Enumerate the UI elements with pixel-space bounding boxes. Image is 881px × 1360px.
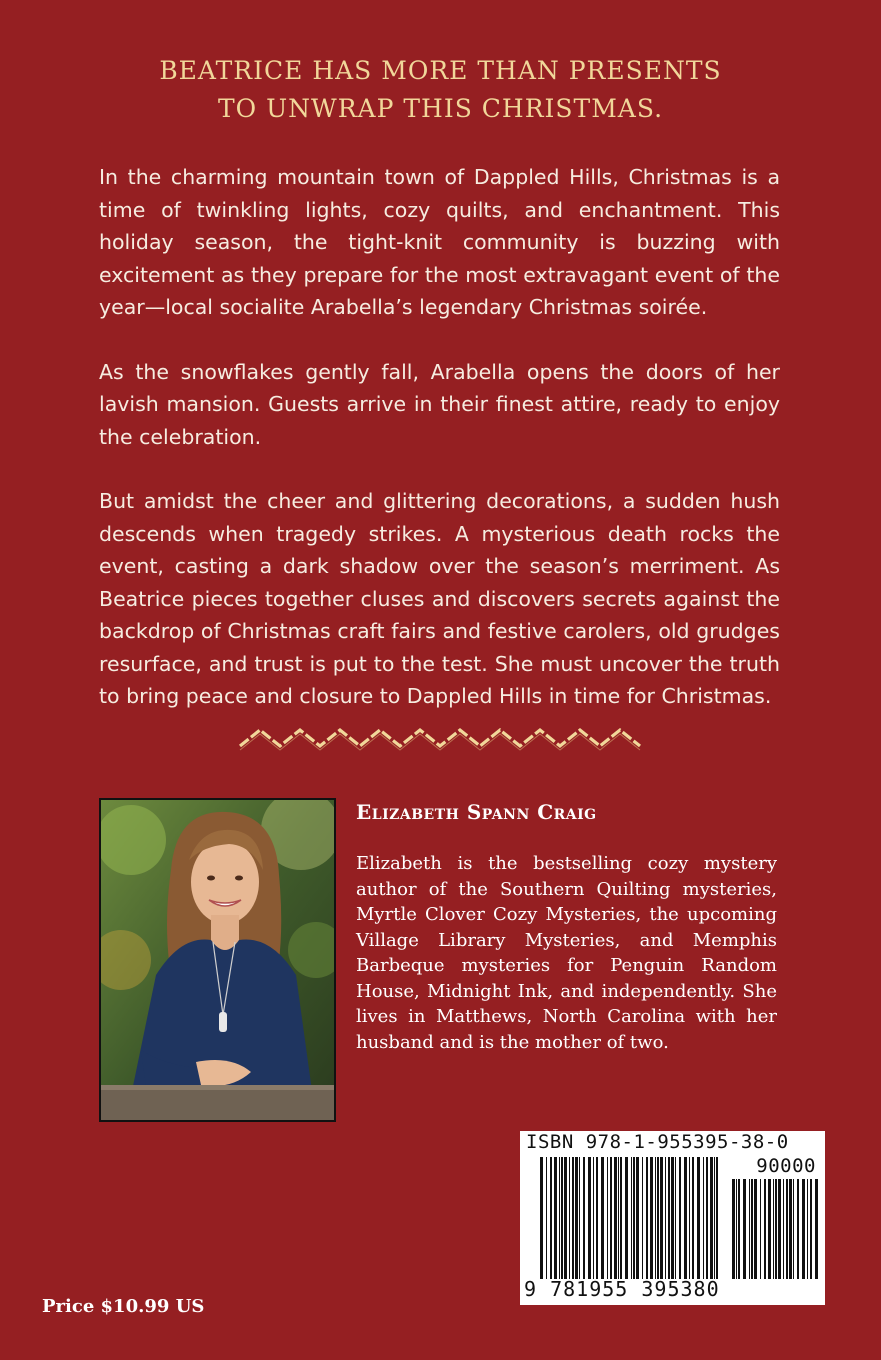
barcode-bar [559,1157,560,1279]
barcode-bar [783,1179,784,1279]
zigzag-divider-ornament [238,726,642,756]
barcode-bar [716,1157,718,1279]
barcode-bar [706,1157,708,1279]
barcode-bar [773,1179,774,1279]
barcode-bar [657,1157,659,1279]
barcode-bar [802,1179,805,1279]
barcode-bar [625,1157,628,1279]
barcode-digits: 9 781955 395380 [524,1277,720,1301]
barcode-bar [620,1157,622,1279]
barcode-bar [601,1157,604,1279]
barcode-bar [684,1157,687,1279]
barcode-bar [596,1157,598,1279]
barcode-bar [815,1179,818,1279]
barcode-bar [564,1157,567,1279]
barcode-bar [764,1179,766,1279]
barcode-bar [650,1157,653,1279]
price-code: 90000 [756,1155,816,1177]
tagline [100,52,781,128]
blurb-paragraph-2: As the snowflakes gently fall, Arabella opens the doors of her lavish mansion. Guests arrive in their finest attire, ready to enjoy the celebration. [99,359,780,449]
author-bio: Elizabeth is the bestselling cozy mystery author of the Southern Quilting mysteries, Myrtle Clover Cozy Mysteries, the upcoming Village Library Mysteries, and Memphis Barbeque mysteries for Penguin Random House, Midnight Ink, and independently. She lives in Matthews, North Carolina with her husband and is the mother of two. [356,853,777,1053]
barcode-bar [572,1157,574,1279]
barcode-bar [655,1157,656,1279]
barcode-bar [675,1157,676,1279]
barcode-bar [575,1157,578,1279]
barcode-bar [633,1157,635,1279]
barcode-bar [793,1179,794,1279]
barcode-bar [679,1157,681,1279]
barcode-bar [583,1157,585,1279]
barcode-bar [789,1179,792,1279]
barcode-bar [749,1179,750,1279]
isbn-barcode [520,1131,825,1305]
barcode-bar [579,1157,580,1279]
barcode-bar [646,1157,648,1279]
barcode-bar [692,1157,694,1279]
isbn-label: ISBN 978-1-955395-38-0 [526,1131,789,1153]
barcode-bar [540,1157,543,1279]
barcode-bar [618,1157,619,1279]
tagline-line-2: TO UNWRAP THIS CHRISTMAS. [217,94,664,123]
barcode-bar [710,1157,713,1279]
barcode-bar [546,1157,547,1279]
barcode-bar [689,1157,690,1279]
author-name: Elizabeth Spann Craig [356,800,597,824]
author-photo [99,798,336,1122]
barcode-bar [768,1179,771,1279]
tagline-line-1: BEATRICE HAS MORE THAN PRESENTS [159,56,722,85]
barcode-bar [554,1157,557,1279]
barcode-bar [607,1157,608,1279]
barcode-bar [642,1157,643,1279]
barcode-bar [760,1179,761,1279]
barcode-bar [665,1157,666,1279]
barcode-bar [778,1179,781,1279]
barcode-bar [807,1179,808,1279]
barcode-bar [703,1157,704,1279]
barcode-bar [775,1179,777,1279]
barcode-bar [660,1157,663,1279]
barcode-bar [786,1179,788,1279]
barcode-bar [810,1179,812,1279]
barcode-bar [631,1157,632,1279]
barcode-bar [732,1179,735,1279]
barcode-bar [593,1157,594,1279]
barcode-bar [751,1179,753,1279]
price-label: Price $10.99 US [42,1296,205,1317]
barcode-bar [736,1179,737,1279]
barcode-bar [588,1157,591,1279]
barcode-bar [697,1157,700,1279]
blurb-paragraph-3: But amidst the cheer and glittering decorations, a sudden hush descends when tragedy strikes. A mysterious death rocks the event, casting a dark shadow over the season’s merriment. As Beatrice pieces together cluses and discovers secrets against the backdrop of Christmas craft fairs and festive carolers, old grudges resurface, and trust is put to the test. She must uncover the truth to bring peace and closure to Dappled Hills in time for Christmas. [99,489,780,708]
barcode-bar [714,1157,715,1279]
barcode-bar [614,1157,617,1279]
book-blurb [99,161,780,745]
barcode-bar [636,1157,639,1279]
barcode-bar [550,1157,552,1279]
barcode-bar [743,1179,746,1279]
barcode-bar [668,1157,670,1279]
barcode-bar [797,1179,799,1279]
barcode-bar [671,1157,674,1279]
barcode-bar [738,1179,740,1279]
barcode-bar [754,1179,757,1279]
blurb-paragraph-1: In the charming mountain town of Dappled Hills, Christmas is a time of twinkling lights, cozy quilts, and enchantment. This holiday season, the tight-knit community is buzzing with excitement as they prepare for the most extravagant event of the year—local socialite Arabella’s legendary Christmas soirée. [99,165,780,319]
barcode-bar [569,1157,570,1279]
barcode-bar [610,1157,612,1279]
barcode-bar [561,1157,563,1279]
